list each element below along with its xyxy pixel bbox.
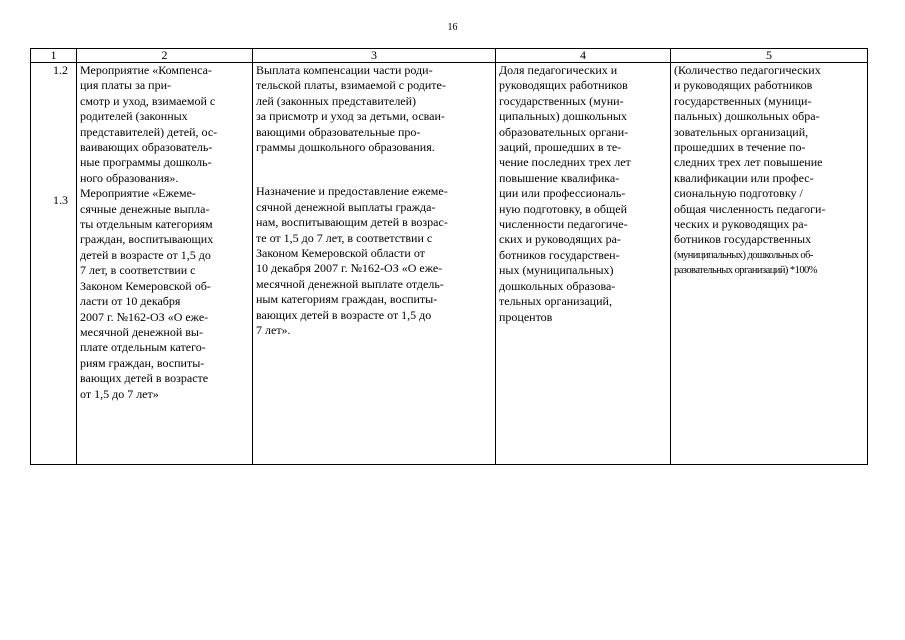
- formula-text-tail: (муниципальных) дошкольных об- разовательных организаций) *100%: [674, 249, 817, 277]
- indicator-text: Доля педагогических и руководящих работников государственных (муни- ципальных) дошкольных образовательных органи- заций, прошедших в те- чение последних трех лет повышение квалифика- ции или профессиональ- ную подготовку, в общей численности педагогиче- ских и руководящих ра- ботников государствен- ных (муниципальных) дошкольных образова- тельных организаций, процентов: [499, 63, 631, 324]
- indicator-table: [30, 48, 868, 465]
- formula-text: (Количество педагогических и руководящих работников государственных (муници- пальных) дошкольных обра- зовательных организаций, прошедших в течение по- следних трех лет повышение квалификации или профес- сиональную подготовку / общая численность педагоги- ческих и руководящих ра- ботников государственных: [674, 63, 826, 247]
- activity-1-3-text: Мероприятие «Ежеме- сячные денежные выпла- ты отдельным категориям граждан, воспитывающих детей в возрасте от 1,5 до 7 лет, в соответствии с Законом Кемеровской об- ласти от 10 декабря 2007 г. №162-ОЗ «О еже- месячной денежной вы- плате отдельным катего- риям граждан, воспиты- вающих детей в возрасте от 1,5 до 7 лет»: [80, 186, 214, 401]
- row-number-1-3: 1.3: [53, 193, 68, 208]
- header-col-2: 2: [77, 49, 253, 63]
- activity-1-2-text: Мероприятие «Компенса- ция платы за при- смотр и уход, взимаемой с родителей (законных представителей) детей, ос- ваивающих образователь- ные программы дошколь- ного образования».: [80, 63, 218, 185]
- table-row: [31, 63, 868, 465]
- indicator-cell: [496, 63, 671, 465]
- spacer: [34, 78, 68, 193]
- page-number: 16: [447, 22, 458, 33]
- spacer: [256, 155, 495, 184]
- description-1-3-text: Назначение и предоставление ежеме- сячной денежной выплаты гражда- нам, воспитывающим детей в возрас- те от 1,5 до 7 лет, в соответствии с Законом Кемеровской области от 10 декабря 2007 г. №162-ОЗ «О еже- месячной денежной выплате отдель- ным категориям граждан, воспиты- вающих детей в возрасте от 1,5 до 7 лет».: [256, 184, 448, 338]
- row-number-cell: [31, 63, 77, 465]
- description-cell: [253, 63, 496, 465]
- description-1-2-text: Выплата компенсации части роди- тельской платы, взимаемой с родите- лей (законных представителей) за присмотр и уход за детьми, осваи- вающими образовательные про- граммы дошкольного образования.: [256, 63, 446, 155]
- header-col-4: 4: [496, 49, 671, 63]
- header-col-1: 1: [31, 49, 77, 63]
- header-col-5: 5: [671, 49, 868, 63]
- header-col-3: 3: [253, 49, 496, 63]
- formula-cell: [671, 63, 868, 465]
- row-number-1-2: 1.2: [53, 63, 68, 77]
- header-row: [31, 49, 868, 63]
- activity-cell: [77, 63, 253, 465]
